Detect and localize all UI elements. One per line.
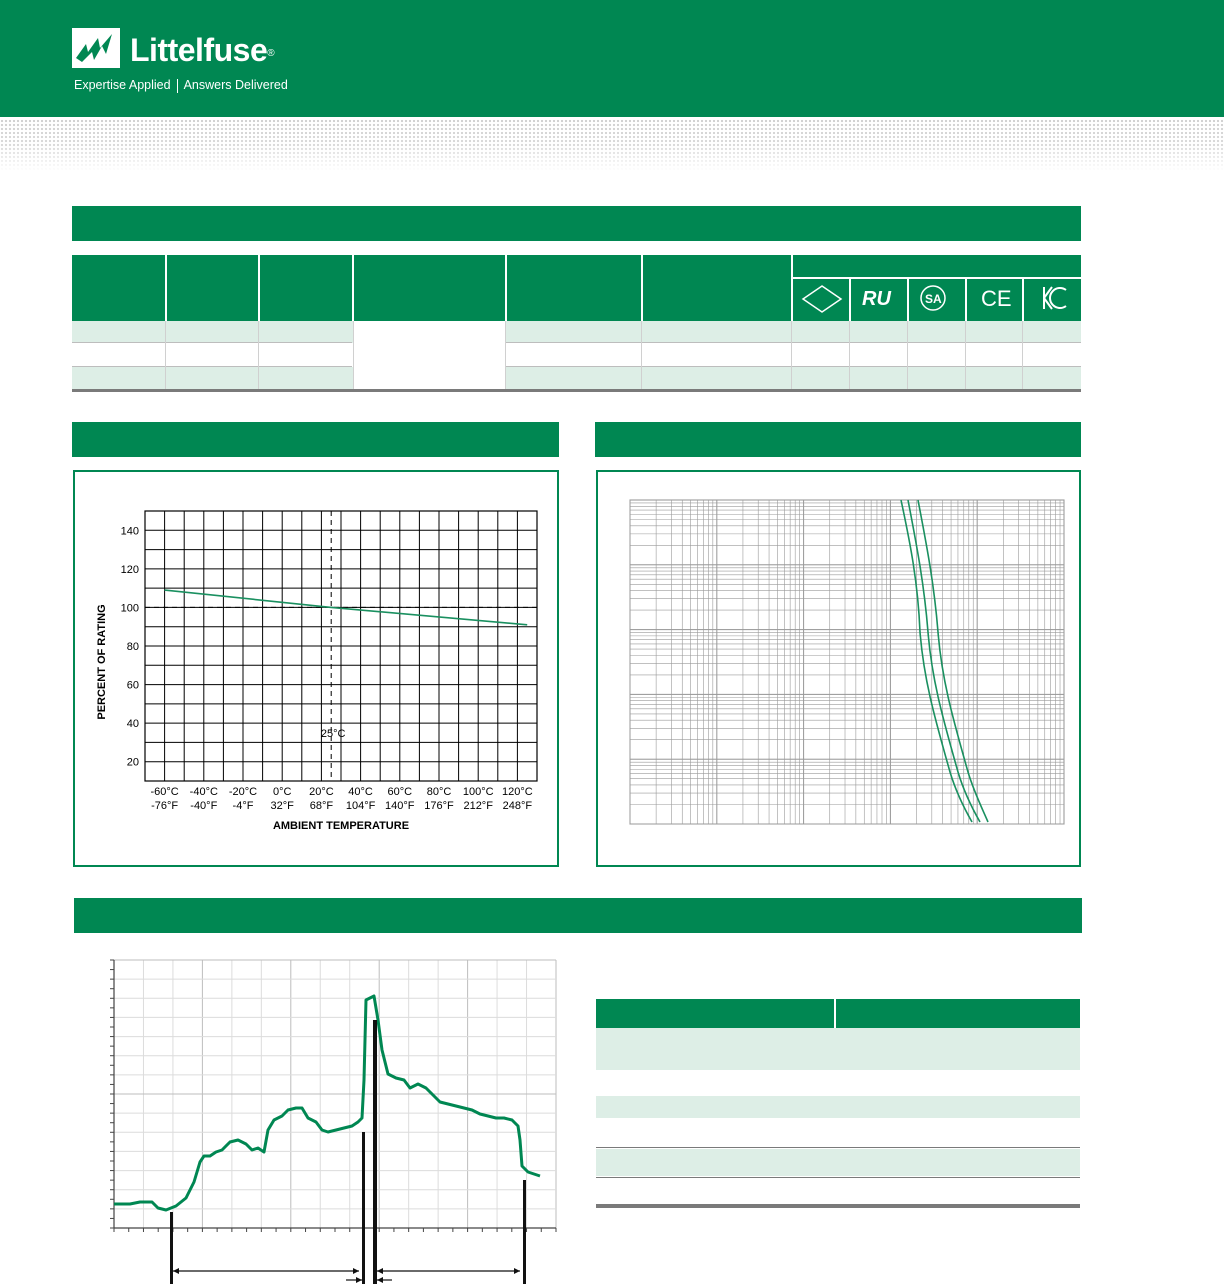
y-tick-label: 80: [126, 641, 139, 653]
x-tick-label-f: 68°F: [309, 800, 334, 812]
ordering-table: [72, 255, 1081, 391]
kc-icon: [1034, 282, 1074, 314]
x-tick-label-c: -20°C: [228, 786, 258, 798]
y-axis-label: PERCENT OF RATING: [96, 604, 108, 720]
x-tick-label-f: 104°F: [345, 800, 376, 812]
x-tick-label-f: 32°F: [270, 800, 294, 812]
table-row: [72, 343, 1081, 367]
x-tick-label-f: -76°F: [151, 800, 179, 812]
soldering-profile-chart: [100, 950, 570, 1286]
section-bar-soldering: [74, 898, 1082, 933]
table-row: [596, 1096, 1080, 1118]
table-bottom-rule: [72, 389, 1081, 392]
table-row: [72, 321, 1081, 343]
time-current-chart-panel: [596, 470, 1081, 867]
profile-marker: [523, 1180, 526, 1284]
y-tick-label: 40: [126, 718, 139, 731]
table-row: [596, 1149, 1080, 1176]
soldering-profile-curve: [114, 996, 540, 1210]
time-current-chart: [598, 472, 1079, 865]
y-tick-label: 20: [126, 756, 139, 769]
x-tick-label-f: 140°F: [385, 800, 415, 812]
x-tick-label-c: 60°C: [387, 786, 413, 798]
table-bottom-rule: [596, 1204, 1080, 1208]
svg-text:SA: SA: [925, 292, 942, 306]
svg-text:RU: RU: [862, 288, 891, 310]
x-tick-label-f: 176°F: [424, 800, 454, 812]
y-tick-label: 60: [126, 679, 139, 692]
table-row: [72, 367, 1081, 389]
table-row: [596, 1028, 1080, 1070]
soldering-parameters-table: [596, 999, 1080, 1209]
x-tick-label-c: 120°C: [502, 786, 533, 798]
x-tick-label-f: -4°F: [232, 800, 254, 812]
y-tick-label: 120: [120, 563, 139, 576]
x-axis-label: AMBIENT TEMPERATURE: [272, 820, 410, 832]
x-tick-label-c: 20°C: [309, 786, 334, 798]
ce-icon: [977, 283, 1017, 313]
x-tick-label-f: 212°F: [463, 800, 493, 812]
derating-chart-panel: [73, 470, 559, 867]
y-tick-label: 140: [120, 525, 139, 538]
x-tick-label-c: 80°C: [426, 786, 452, 798]
derating-chart: [75, 472, 557, 865]
y-tick-label: 100: [120, 602, 139, 615]
profile-marker: [170, 1212, 173, 1284]
table-header: [596, 999, 1080, 1028]
x-tick-label-c: -60°C: [150, 786, 179, 798]
profile-marker: [362, 1132, 365, 1284]
section-bar-time-current: [595, 422, 1081, 457]
x-tick-label-c: 0°C: [272, 786, 292, 798]
brand-name: Littelfuse®: [130, 32, 275, 68]
svg-text:CE: CE: [981, 286, 1012, 311]
x-tick-label-c: 100°C: [462, 786, 494, 798]
tagline: Expertise Applied Answers Delivered: [74, 78, 288, 92]
littelfuse-logo-icon: [72, 28, 120, 68]
ul-recognized-icon: [858, 285, 900, 311]
x-tick-label-c: -40°C: [189, 786, 218, 798]
x-tick-label-f: -40°F: [190, 800, 218, 812]
x-tick-label-c: 40°C: [348, 786, 373, 798]
csa-icon: [917, 282, 957, 314]
profile-marker: [373, 1020, 377, 1284]
x-tick-label-f: 248°F: [502, 800, 533, 812]
section-bar-ordering: [72, 206, 1081, 241]
reference-annotation: 25°C: [320, 727, 346, 740]
section-bar-derating: [72, 422, 559, 457]
diamond-icon: [800, 283, 844, 315]
